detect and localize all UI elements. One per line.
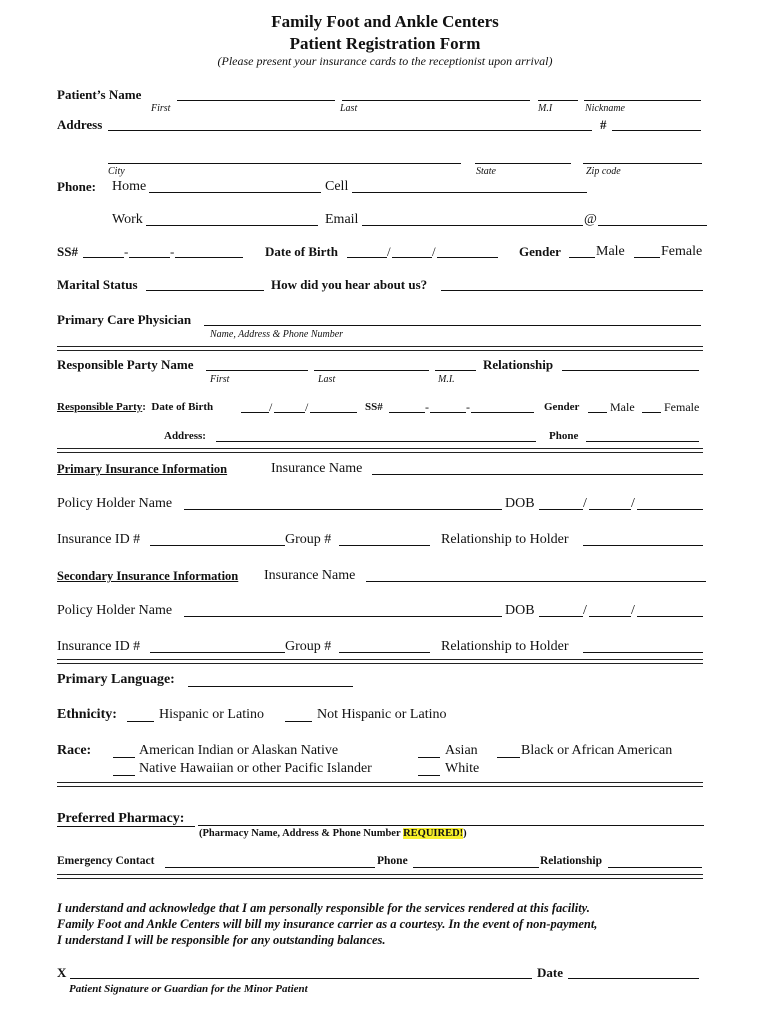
- rp-dob-row-label: Responsible Party: Date of Birth: [57, 401, 214, 413]
- primary-language-label: Primary Language:: [57, 672, 175, 687]
- rp-male-label: Male: [610, 400, 635, 414]
- female-option-label: Female: [661, 244, 703, 259]
- emergency-relationship-field[interactable]: [608, 867, 702, 868]
- marital-status-field[interactable]: [146, 290, 264, 291]
- dob-day-field[interactable]: [392, 257, 432, 258]
- work-phone-field[interactable]: [146, 225, 318, 226]
- rp-mi-field[interactable]: [435, 370, 476, 371]
- rp-phone-field[interactable]: [586, 441, 699, 442]
- preferred-pharmacy-label: Preferred Pharmacy:: [57, 811, 185, 826]
- male-option-label: Male: [596, 244, 625, 259]
- secondary-dob-year-field[interactable]: [637, 616, 703, 617]
- patient-nickname-field[interactable]: [584, 100, 701, 101]
- rp-ss-part3-field[interactable]: [471, 412, 534, 413]
- zip-field[interactable]: [583, 163, 702, 164]
- primary-holder-field[interactable]: [184, 509, 502, 510]
- pharmacy-caption: (Pharmacy Name, Address & Phone Number REQUIRED!): [199, 828, 467, 839]
- first-caption: First: [151, 103, 171, 114]
- race-label: Race:: [57, 743, 92, 758]
- primary-relationship-field[interactable]: [583, 545, 703, 546]
- rp-female-label: Female: [664, 400, 700, 414]
- section-divider: [57, 874, 703, 879]
- home-phone-field[interactable]: [149, 192, 321, 193]
- ss-dash: -: [124, 244, 129, 259]
- emergency-phone-label: Phone: [377, 855, 408, 867]
- email-user-field[interactable]: [362, 225, 583, 226]
- rp-ss-part2-field[interactable]: [430, 412, 466, 413]
- mi-caption: M.I: [538, 103, 553, 114]
- acknowledgement-line-1: I understand and acknowledge that I am personally responsible for the services rendered at this facility.: [57, 901, 590, 915]
- emergency-contact-field[interactable]: [165, 867, 375, 868]
- primary-dob-label: DOB: [505, 496, 535, 511]
- ss-dash: -: [170, 244, 175, 259]
- white-option-label: White: [445, 761, 480, 776]
- acknowledgement-line-2: Family Foot and Ankle Centers will bill my insurance carrier as a courtesy. In the event of non-payment,: [57, 917, 598, 931]
- primary-holder-label: Policy Holder Name: [57, 496, 173, 511]
- gender-male-checkbox[interactable]: [569, 257, 595, 258]
- dob-label: Date of Birth: [265, 244, 338, 259]
- not-hispanic-option-label: Not Hispanic or Latino: [317, 707, 447, 722]
- rp-address-field[interactable]: [216, 441, 536, 442]
- apt-number-field[interactable]: [612, 130, 701, 131]
- primary-language-field[interactable]: [188, 686, 353, 687]
- secondary-dob-label: DOB: [505, 603, 535, 618]
- primary-dob-slash: /: [583, 496, 587, 511]
- section-divider: [57, 346, 703, 351]
- rp-ss-dash: -: [466, 400, 470, 414]
- primary-dob-month-field[interactable]: [539, 509, 583, 510]
- referral-source-label: How did you hear about us?: [271, 277, 428, 292]
- primary-dob-year-field[interactable]: [637, 509, 703, 510]
- secondary-dob-slash: /: [583, 603, 587, 618]
- rp-male-checkbox[interactable]: [588, 412, 607, 413]
- last-caption: Last: [340, 103, 358, 114]
- cell-phone-field[interactable]: [352, 192, 587, 193]
- secondary-insurance-heading: Secondary Insurance Information: [57, 569, 239, 583]
- address-label: Address: [57, 117, 103, 132]
- black-checkbox[interactable]: [497, 757, 520, 758]
- ss-part3-field[interactable]: [175, 257, 243, 258]
- address-field[interactable]: [108, 130, 592, 131]
- secondary-group-field[interactable]: [339, 652, 430, 653]
- patient-mi-field[interactable]: [538, 100, 578, 101]
- acknowledgement-line-3: I understand I will be responsible for any outstanding balances.: [57, 933, 386, 947]
- rp-address-label: Address:: [164, 430, 206, 442]
- work-phone-label: Work: [112, 212, 143, 227]
- zip-caption: Zip code: [586, 166, 621, 177]
- secondary-id-label: Insurance ID #: [57, 639, 141, 654]
- dob-year-field[interactable]: [437, 257, 498, 258]
- home-phone-label: Home: [112, 179, 147, 194]
- rp-ss-part1-field[interactable]: [389, 412, 425, 413]
- ss-part2-field[interactable]: [129, 257, 170, 258]
- secondary-holder-field[interactable]: [184, 616, 502, 617]
- required-highlight: REQUIRED!: [403, 828, 464, 839]
- dob-month-field[interactable]: [347, 257, 387, 258]
- rp-dob-year-field[interactable]: [310, 412, 357, 413]
- rp-dob-month-field[interactable]: [241, 412, 269, 413]
- american-indian-checkbox[interactable]: [113, 757, 135, 758]
- hawaiian-checkbox[interactable]: [113, 775, 135, 776]
- pharmacy-field[interactable]: [198, 825, 704, 826]
- at-sign: @: [584, 212, 597, 227]
- primary-insurance-name-label: Insurance Name: [271, 461, 363, 476]
- primary-insurance-name-field[interactable]: [372, 474, 703, 475]
- rp-last-caption: Last: [318, 374, 336, 385]
- email-label: Email: [325, 212, 359, 227]
- signature-caption: Patient Signature or Guardian for the Minor Patient: [69, 983, 308, 995]
- patient-first-name-field[interactable]: [177, 100, 335, 101]
- form-instructions: (Please present your insurance cards to the receptionist upon arrival): [217, 54, 553, 68]
- email-domain-field[interactable]: [598, 225, 707, 226]
- secondary-insurance-name-field[interactable]: [366, 581, 706, 582]
- apt-hash-label: #: [600, 117, 607, 132]
- secondary-dob-day-field[interactable]: [589, 616, 631, 617]
- patient-last-name-field[interactable]: [342, 100, 530, 101]
- pharmacy-label-underline: [57, 826, 195, 827]
- section-divider: [57, 448, 703, 453]
- rp-dob-slash: /: [305, 400, 309, 414]
- state-caption: State: [476, 166, 496, 177]
- gender-label: Gender: [519, 244, 561, 259]
- dob-slash: /: [432, 244, 436, 259]
- primary-insurance-heading: Primary Insurance Information: [57, 462, 228, 476]
- signature-date-field[interactable]: [568, 978, 699, 979]
- secondary-dob-slash: /: [631, 603, 635, 618]
- secondary-relationship-field[interactable]: [583, 652, 703, 653]
- asian-checkbox[interactable]: [418, 757, 440, 758]
- primary-dob-day-field[interactable]: [589, 509, 631, 510]
- secondary-group-label: Group #: [285, 639, 332, 654]
- section-divider: [57, 659, 703, 664]
- state-field[interactable]: [475, 163, 571, 164]
- rp-phone-label: Phone: [549, 430, 579, 442]
- primary-id-label: Insurance ID #: [57, 532, 141, 547]
- emergency-relationship-label: Relationship: [540, 855, 602, 867]
- ss-part1-field[interactable]: [83, 257, 124, 258]
- asian-option-label: Asian: [445, 743, 478, 758]
- signature-x-mark: X: [57, 965, 67, 980]
- city-caption: City: [108, 166, 125, 177]
- section-divider: [57, 782, 703, 787]
- emergency-contact-label: Emergency Contact: [57, 855, 155, 867]
- rp-dob-day-field[interactable]: [274, 412, 305, 413]
- secondary-id-field[interactable]: [150, 652, 285, 653]
- white-checkbox[interactable]: [418, 775, 440, 776]
- rp-first-name-field[interactable]: [206, 370, 308, 371]
- nickname-caption: Nickname: [585, 103, 625, 114]
- referral-source-field[interactable]: [441, 290, 703, 291]
- rp-mi-caption: M.I.: [438, 374, 455, 385]
- rp-first-caption: First: [210, 374, 230, 385]
- emergency-phone-field[interactable]: [413, 867, 539, 868]
- secondary-relationship-label: Relationship to Holder: [441, 639, 569, 654]
- patient-name-label: Patient’s Name: [57, 87, 142, 102]
- ethnicity-label: Ethnicity:: [57, 707, 117, 722]
- signature-field[interactable]: [70, 978, 532, 979]
- form-subtitle: Patient Registration Form: [289, 34, 481, 53]
- secondary-insurance-name-label: Insurance Name: [264, 568, 356, 583]
- pcp-field[interactable]: [204, 325, 701, 326]
- form-title: Family Foot and Ankle Centers: [271, 12, 499, 31]
- responsible-party-name-label: Responsible Party Name: [57, 357, 194, 372]
- not-hispanic-checkbox[interactable]: [285, 721, 312, 722]
- primary-dob-slash: /: [631, 496, 635, 511]
- primary-id-field[interactable]: [150, 545, 285, 546]
- cell-phone-label: Cell: [325, 179, 349, 194]
- gender-female-checkbox[interactable]: [634, 257, 660, 258]
- city-field[interactable]: [108, 163, 461, 164]
- hispanic-checkbox[interactable]: [127, 721, 154, 722]
- rp-relationship-label: Relationship: [483, 357, 554, 372]
- primary-group-label: Group #: [285, 532, 332, 547]
- primary-relationship-label: Relationship to Holder: [441, 532, 569, 547]
- pcp-caption: Name, Address & Phone Number: [210, 329, 344, 340]
- rp-gender-label: Gender: [544, 401, 580, 413]
- signature-date-label: Date: [537, 965, 563, 980]
- rp-relationship-field[interactable]: [562, 370, 699, 371]
- secondary-holder-label: Policy Holder Name: [57, 603, 173, 618]
- ss-label: SS#: [57, 244, 78, 259]
- rp-ss-dash: -: [425, 400, 429, 414]
- rp-dob-slash: /: [269, 400, 273, 414]
- hispanic-option-label: Hispanic or Latino: [159, 707, 264, 722]
- secondary-dob-month-field[interactable]: [539, 616, 583, 617]
- phone-label: Phone:: [57, 179, 96, 194]
- rp-female-checkbox[interactable]: [642, 412, 661, 413]
- hawaiian-option-label: Native Hawaiian or other Pacific Islander: [139, 761, 372, 776]
- rp-last-name-field[interactable]: [314, 370, 429, 371]
- dob-slash: /: [387, 244, 391, 259]
- black-option-label: Black or African American: [521, 743, 673, 758]
- american-indian-option-label: American Indian or Alaskan Native: [139, 743, 339, 758]
- pcp-label: Primary Care Physician: [57, 312, 192, 327]
- primary-group-field[interactable]: [339, 545, 430, 546]
- rp-ss-label: SS#: [365, 401, 383, 413]
- marital-status-label: Marital Status: [57, 277, 138, 292]
